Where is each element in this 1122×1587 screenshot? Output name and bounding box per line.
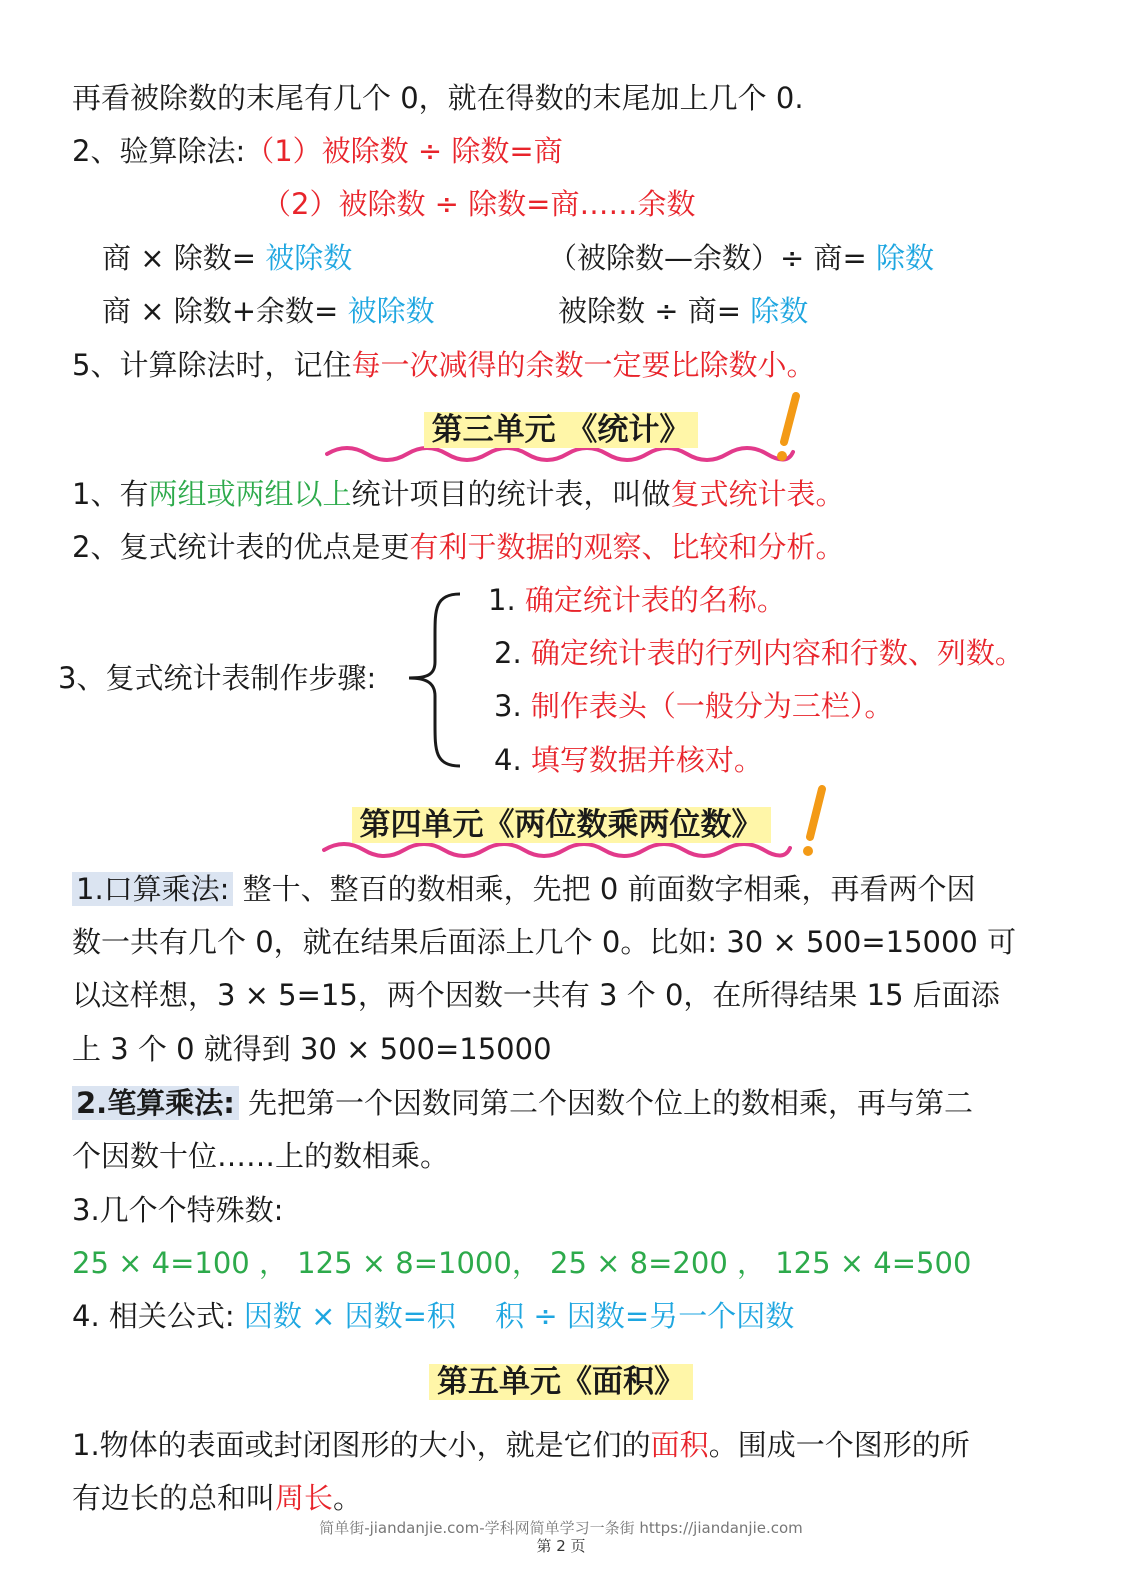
- step-4: [494, 740, 763, 780]
- oral-mult-l1: [72, 869, 976, 909]
- check-label: 商 × 除数=: [102, 241, 257, 275]
- step-3: [494, 686, 893, 726]
- unit-3-title: 第三单元 《统计》: [424, 412, 699, 448]
- text: 。: [333, 1481, 363, 1515]
- unit-3-p1: [72, 474, 845, 514]
- step-number: 1.: [488, 583, 516, 617]
- formulas: [72, 1296, 794, 1336]
- formula-1: 因数 × 因数=积: [243, 1299, 456, 1333]
- text-red: 周长: [275, 1481, 334, 1515]
- text: 先把第一个因数同第二个因数个位上的数相乘，再与第二: [238, 1086, 974, 1120]
- step-number: 2.: [494, 636, 522, 670]
- step-number: 3.: [494, 689, 522, 723]
- check-row-2-right: [558, 291, 808, 331]
- exclamation-icon: [770, 392, 806, 466]
- check-label: （被除数—余数）÷ 商=: [548, 241, 867, 275]
- footer-site: 简单街-jiandanjie.com-学科网简单学习一条街 https://jiandanjie.com: [319, 1519, 803, 1537]
- step-text: 填写数据并核对。: [530, 743, 763, 777]
- unit-4-title: 第四单元《两位数乘两位数》: [352, 807, 771, 843]
- check-row-1-right: [548, 238, 934, 278]
- oral-mult-l3: 以这样想，3 × 5=15，两个因数一共有 3 个 0，在所得结果 15 后面添: [72, 978, 1000, 1012]
- exclamation-icon: [796, 785, 832, 861]
- written-mult-l2: 个因数十位……上的数相乘。: [72, 1139, 450, 1173]
- check-row-1-left: [102, 238, 352, 278]
- unit-5-p2: [72, 1478, 362, 1518]
- unit-3-p2: [72, 527, 844, 567]
- step-text: 制作表头（一般分为三栏）。: [530, 689, 894, 723]
- verify-formula-2: （2）被除数 ÷ 除数=商……余数: [262, 187, 696, 221]
- check-label: 商 × 除数+余数=: [102, 294, 339, 328]
- unit-5-title: 第五单元《面积》: [429, 1364, 693, 1400]
- paragraph-division-zeros: 再看被除数的末尾有几个 0，就在得数的末尾加上几个 0.: [72, 81, 804, 115]
- item-5: [72, 345, 815, 385]
- step-1: [488, 580, 786, 620]
- special-numbers-values: 25 × 4=100 ， 125 × 8=1000， 25 × 8=200 ， 125 × 4=500: [72, 1246, 972, 1280]
- verify-division-line1: [72, 131, 563, 171]
- text: 。围成一个图形的所: [708, 1428, 970, 1462]
- text: 1.物体的表面或封闭图形的大小，就是它们的: [72, 1428, 651, 1462]
- written-mult-label: 2.笔算乘法:: [72, 1086, 239, 1120]
- step-text: 确定统计表的行列内容和行数、列数。: [530, 636, 1024, 670]
- item-5-highlight: 每一次减得的余数一定要比除数小。: [351, 348, 816, 382]
- oral-mult-l4: 上 3 个 0 就得到 30 × 500=15000: [72, 1032, 552, 1066]
- text-red: 面积: [650, 1428, 709, 1462]
- footer-page-number: 第 2 页: [536, 1537, 586, 1555]
- steps-label: 3、复式统计表制作步骤:: [58, 661, 377, 695]
- item-5-prefix: 5、计算除法时，记住: [72, 348, 352, 382]
- formula-2: 积 ÷ 因数=另一个因数: [495, 1299, 795, 1333]
- check-row-2-left: [102, 291, 435, 331]
- curly-brace-icon: [405, 590, 465, 770]
- check-value: 除数: [750, 294, 809, 328]
- unit-5-heading: [0, 1360, 1122, 1404]
- check-value: 除数: [876, 241, 935, 275]
- text: 整十、整百的数相乘，先把 0 前面数字相乘，再看两个因: [233, 872, 976, 906]
- special-numbers-label: 3.几个个特殊数:: [72, 1193, 284, 1227]
- check-label: 被除数 ÷ 商=: [558, 294, 742, 328]
- verify-formula-1: （1）被除数 ÷ 除数=商: [245, 134, 563, 168]
- text: 统计项目的统计表，叫做: [351, 477, 671, 511]
- text-red: 有利于数据的观察、比较和分析。: [409, 530, 845, 564]
- text: 2、复式统计表的优点是更: [72, 530, 410, 564]
- check-value: 被除数: [265, 241, 353, 275]
- text-green: 两组或两组以上: [148, 477, 352, 511]
- step-number: 4.: [494, 743, 522, 777]
- step-text: 确定统计表的名称。: [524, 583, 786, 617]
- unit-4-heading: [0, 803, 1122, 847]
- formula-label: 4. 相关公式:: [72, 1299, 235, 1333]
- text: 有边长的总和叫: [72, 1481, 276, 1515]
- text-red: 复式统计表。: [670, 477, 845, 511]
- check-value: 被除数: [347, 294, 435, 328]
- unit-3-heading: [0, 408, 1122, 452]
- oral-mult-l2: 数一共有几个 0，就在结果后面添上几个 0。比如: 30 × 500=15000 可: [72, 925, 1017, 959]
- oral-mult-label: 1.口算乘法:: [72, 872, 233, 906]
- verify-label: 2、验算除法:: [72, 134, 246, 168]
- unit-5-p1: [72, 1425, 970, 1465]
- written-mult-l1: [72, 1083, 973, 1123]
- text: 1、有: [72, 477, 149, 511]
- step-2: [494, 633, 1024, 673]
